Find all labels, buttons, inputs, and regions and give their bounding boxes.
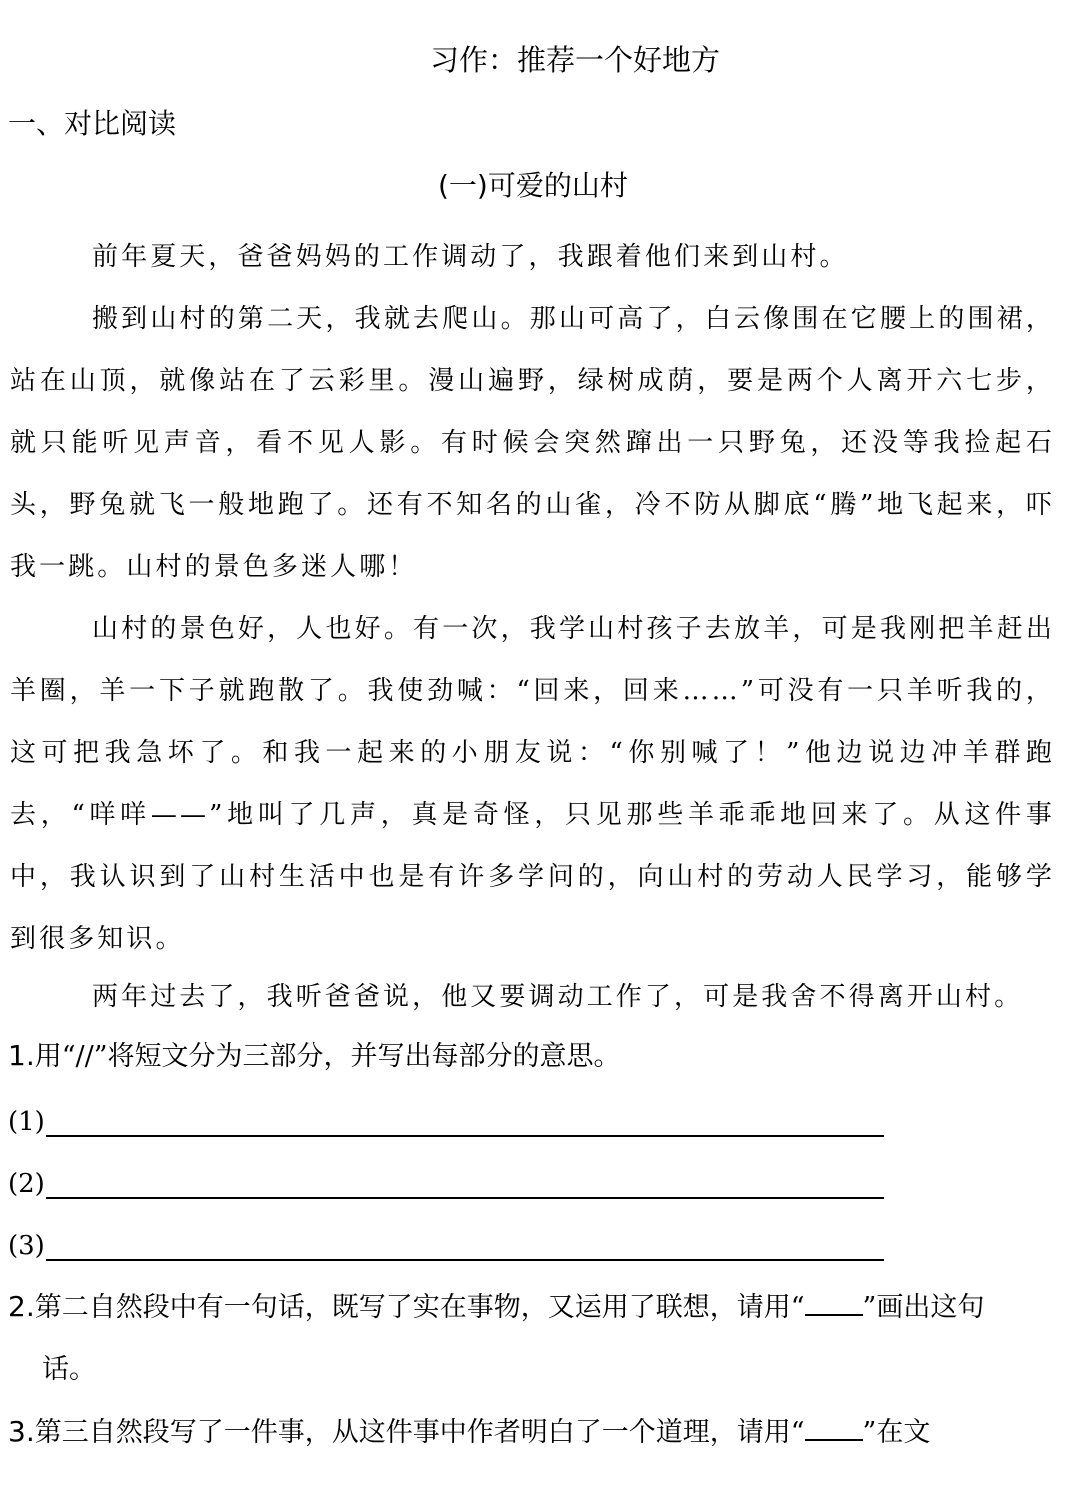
paragraph-1: 前年夏天，爸爸妈妈的工作调动了，我跟着他们来到山村。: [92, 242, 849, 272]
answer-blank-2[interactable]: [8, 1164, 45, 1204]
paragraph-4: 两年过去了，我听爸爸说，他又要调动工作了，可是我舍不得离开山村。: [92, 982, 1024, 1012]
answer-line-1: [46, 1135, 884, 1137]
answer-blank-1-label: (1): [8, 1107, 45, 1137]
question-3-text-b: ”在文: [862, 1417, 931, 1448]
question-3-text-a: 第三自然段写了一件事，从这件事中作者明白了一个道理，请用“: [34, 1417, 805, 1448]
section-heading: 一、对比阅读: [8, 107, 177, 140]
question-1-text: 用“//”将短文分为三部分，并写出每部分的意思。: [34, 1041, 621, 1072]
question-1-number: 1.: [8, 1039, 35, 1072]
question-2-number: 2.: [8, 1290, 35, 1323]
passage-title: (一)可爱的山村: [438, 169, 628, 202]
underline-mark-symbol: [805, 1288, 863, 1316]
answer-blank-3[interactable]: [8, 1226, 45, 1266]
page-title: 习作：推荐一个好地方: [430, 43, 721, 77]
paragraph-3: 山村的景色好，人也好。有一次，我学山村孩子去放羊，可是我刚把羊赶出羊圈，羊一下子就跑散了。我使劲喊：“回来，回来……”可没有一只羊听我的，这可把我急坏了。和我一起来的小朋友说：“你别喊了！”他边说边冲羊群跑去，“咩咩——”地叫了几声，真是奇怪，只见那些羊乖乖地回来了。从这件事中，我认识到了山村生活中也是有许多学问的，向山村的劳动人民学习，能够学到很多知识。: [10, 614, 1055, 954]
question-3: [8, 1412, 930, 1453]
question-2-text-a: 第二自然段中有一句话，既写了实在事物，又运用了联想，请用“: [34, 1292, 805, 1323]
question-2-text-b: ”画出这句: [862, 1292, 985, 1323]
question-2: [8, 1287, 984, 1328]
question-2-continued: 话。: [42, 1354, 96, 1385]
answer-blank-3-label: (3): [8, 1231, 45, 1261]
paragraph-2: 搬到山村的第二天，我就去爬山。那山可高了，白云像围在它腰上的围裙，站在山顶，就像站在了云彩里。漫山遍野，绿树成荫，要是两个人离开六七步，就只能听见声音，看不见人影。有时候会突然蹿出一只野兔，还没等我捡起石头，野兔就飞一般地跑了。还有不知名的山雀，冷不防从脚底“腾”地飞起来，吓我一跳。山村的景色多迷人哪！: [10, 304, 1055, 582]
answer-blank-2-label: (2): [8, 1169, 45, 1199]
answer-line-2: [46, 1197, 884, 1199]
answer-blank-1[interactable]: [8, 1102, 45, 1142]
answer-line-3: [46, 1259, 884, 1261]
question-1: [8, 1036, 621, 1077]
question-3-number: 3.: [8, 1415, 35, 1448]
underline-mark-symbol-2: [805, 1413, 863, 1441]
